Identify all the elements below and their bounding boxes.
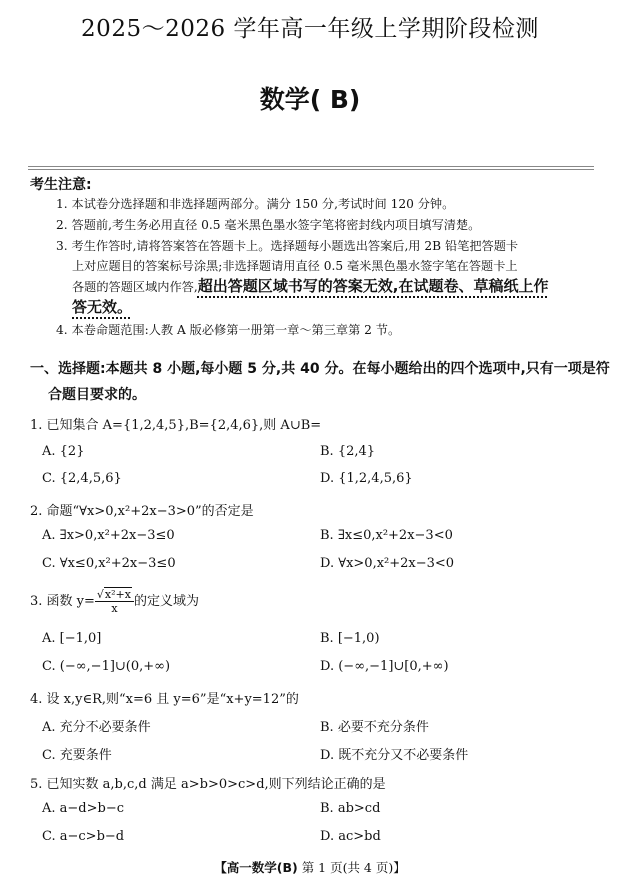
divider-line bbox=[28, 169, 594, 170]
section-heading: 一、选择题:本题共 8 小题,每小题 5 分,共 40 分。在每小题给出的四个选项中,只有一项是符 bbox=[30, 361, 610, 377]
option-b: B. [−1,0) bbox=[320, 631, 380, 646]
question-stem: 5. 已知实数 a,b,c,d 满足 a>b>0>c>d,则下列结论正确的是 bbox=[30, 777, 386, 792]
exam-title: 2025～2026 学年高一年级上学期阶段检测 bbox=[81, 16, 539, 42]
fraction-numerator: √x²+x bbox=[95, 588, 134, 602]
option-b: B. ab>cd bbox=[320, 801, 381, 816]
page-footer bbox=[0, 858, 620, 876]
exam-subtitle: 数学( B) bbox=[259, 85, 361, 114]
section-heading-continued: 合题目要求的。 bbox=[48, 387, 146, 403]
option-b: B. {2,4} bbox=[320, 444, 376, 459]
notice-item-continued bbox=[72, 275, 548, 296]
option-d: D. {1,2,4,5,6} bbox=[320, 471, 413, 486]
option-d: D. (−∞,−1]∪[0,+∞) bbox=[320, 659, 449, 674]
option-a: A. [−1,0] bbox=[42, 631, 102, 646]
notice-item: 2. 答题前,考生务必用直径 0.5 毫米黑色墨水签字笔将密封线内项目填写清楚。 bbox=[56, 218, 481, 232]
notice-item-continued: 上对应题目的答案标号涂黑;非选择题请用直径 0.5 毫米黑色墨水签字笔在答题卡上 bbox=[72, 259, 518, 273]
notice-text: 各题的答题区域内作答, bbox=[72, 280, 198, 294]
option-c: C. {2,4,5,6} bbox=[42, 471, 122, 486]
option-d: D. ac>bd bbox=[320, 829, 381, 844]
option-a: A. {2} bbox=[42, 444, 85, 459]
option-a: A. a−d>b−c bbox=[42, 801, 125, 816]
option-b: B. 必要不充分条件 bbox=[320, 720, 429, 735]
option-c: C. 充要条件 bbox=[42, 748, 112, 763]
option-c: C. a−c>b−d bbox=[42, 829, 125, 844]
divider-line bbox=[28, 166, 594, 167]
stem-text: 的定义域为 bbox=[133, 594, 199, 609]
option-c: C. ∀x≤0,x²+2x−3≤0 bbox=[42, 556, 176, 571]
option-d: D. 既不充分又不必要条件 bbox=[320, 748, 469, 763]
footer-label: 【高一数学(B) bbox=[214, 860, 298, 875]
option-a: A. ∃x>0,x²+2x−3≤0 bbox=[42, 528, 175, 543]
fraction bbox=[95, 588, 134, 615]
sqrt-radicand: x²+x bbox=[104, 588, 131, 601]
stem-text: 3. 函数 y= bbox=[30, 594, 95, 609]
question-stem bbox=[30, 588, 199, 615]
question-stem: 2. 命题“∀x>0,x²+2x−3>0”的否定是 bbox=[30, 504, 254, 519]
question-stem: 4. 设 x,y∈R,则“x=6 且 y=6”是“x+y=12”的 bbox=[30, 692, 299, 707]
notice-item-continued bbox=[72, 296, 132, 317]
fraction-denominator: x bbox=[111, 602, 118, 615]
question-stem: 1. 已知集合 A={1,2,4,5},B={2,4,6},则 A∪B= bbox=[30, 418, 322, 433]
option-b: B. ∃x≤0,x²+2x−3<0 bbox=[320, 528, 453, 543]
option-d: D. ∀x>0,x²+2x−3<0 bbox=[320, 556, 455, 571]
notice-emphasis: 超出答题区域书写的答案无效,在试题卷、草稿纸上作 bbox=[197, 277, 549, 295]
option-c: C. (−∞,−1]∪(0,+∞) bbox=[42, 659, 171, 674]
notice-item: 4. 本卷命题范围:人教 A 版必修第一册第一章～第三章第 2 节。 bbox=[56, 323, 401, 337]
option-a: A. 充分不必要条件 bbox=[42, 720, 151, 735]
notice-item: 1. 本试卷分选择题和非选择题两部分。满分 150 分,考试时间 120 分钟。 bbox=[56, 197, 455, 211]
footer-page-number: 第 1 页(共 4 页)】 bbox=[301, 860, 406, 875]
notice-heading: 考生注意: bbox=[30, 177, 92, 193]
notice-emphasis: 答无效。 bbox=[72, 298, 133, 316]
notice-item: 3. 考生作答时,请将答案答在答题卡上。选择题每小题选出答案后,用 2B 铅笔把答题卡 bbox=[56, 239, 519, 253]
